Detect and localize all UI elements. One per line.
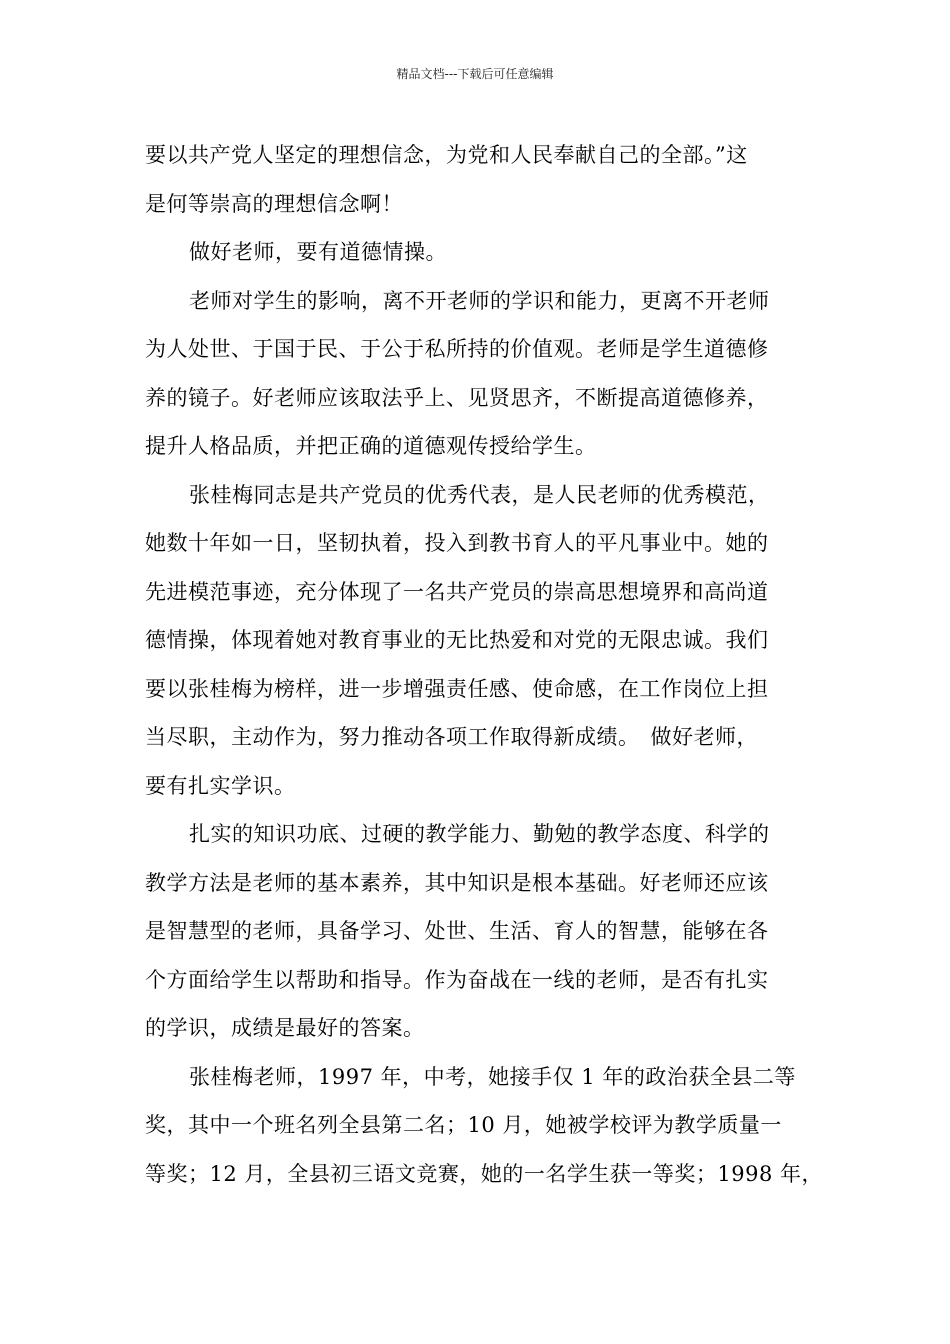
text-line: 她数十年如一日，坚韧执着，投入到教书育人的平凡事业中。她的 [145,531,769,555]
text-line: 是智慧型的老师，具备学习、处世、生活、育人的智慧，能够在各 [145,919,769,943]
text-line: 扎实的知识功底、过硬的教学能力、勤勉的教学态度、科学的 [189,822,770,846]
text-line: 德情操，体现着她对教育事业的无比热爱和对党的无限忠诚。我们 [145,628,769,652]
text-line: 要以共产党人坚定的理想信念，为党和人民奉献自己的全部。”这 [145,143,748,167]
text-line: 提升人格品质，并把正确的道德观传授给学生。 [145,434,597,458]
paragraph-4 [145,471,810,811]
paragraph-3 [145,277,810,471]
text-line: 老师对学生的影响，离不开老师的学识和能力，更离不开老师 [189,288,770,313]
document-body [145,131,824,1198]
text-line: 做好老师，要有道德情操。 [189,240,447,264]
text-line: 教学方法是老师的基本素养，其中知识是根本基础。好老师还应该 [145,870,769,895]
paragraph-6 [145,1053,824,1199]
page-header: 精品文档---下载后可任意编辑 [396,67,554,81]
text-line: 等奖；12 月，全县初三语文竞赛，她的一名学生获一等奖；1998 年， [145,1161,824,1186]
text-line: 是何等崇高的理想信念啊！ [145,191,403,216]
text-line: 要以张桂梅为榜样，进一步增强责任感、使命感，在工作岗位上担 [145,676,769,701]
text-line: 的学识，成绩是最好的答案。 [145,1016,425,1040]
text-line: 当尽职，主动作为，努力推动各项工作取得新成绩。 做好老师， [145,725,758,749]
text-line: 张桂梅老师，1997 年，中考，她接手仅 1 年的政治获全县二等 [189,1064,796,1089]
text-line: 为人处世、于国于民、于公于私所持的价值观。老师是学生道德修 [145,337,769,361]
paragraph-2-heading [145,228,810,277]
text-line: 奖，其中一个班名列全县第二名；10 月，她被学校评为教学质量一 [145,1113,782,1137]
paragraph-1 [145,131,810,228]
text-line: 张桂梅同志是共产党员的优秀代表，是人民老师的优秀模范， [189,482,770,507]
text-line: 个方面给学生以帮助和指导。作为奋战在一线的老师，是否有扎实 [145,967,769,992]
text-line: 先进模范事迹，充分体现了一名共产党员的崇高思想境界和高尚道 [145,579,769,604]
text-line: 养的镜子。好老师应该取法乎上、见贤思齐，不断提高道德修养， [145,385,769,410]
paragraph-5 [145,810,810,1053]
text-line: 要有扎实学识。 [145,773,296,798]
